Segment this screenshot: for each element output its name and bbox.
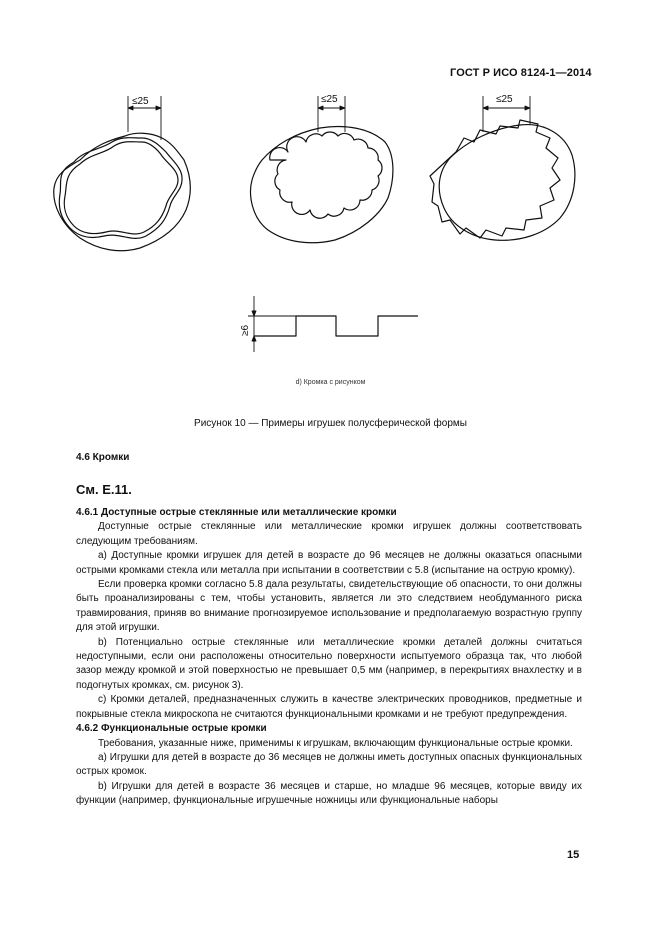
body-text (76, 506, 582, 809)
standard-id: ГОСТ Р ИСО 8124-1—2014 (450, 67, 592, 79)
width-label-3: ≤25 (496, 94, 513, 105)
paragraph: Требования, указанные ниже, применимы к игрушкам, включающим функциональные острые кромки. (98, 737, 573, 749)
paragraph: b) Потенциально острые стеклянные или металлические кромки деталей должны считаться недоступными, если они расположены относительно поверхности испытуемого образца так, что любой зазор между кромкой и этой поверхностью не превышает 0,5 мм (например, в перекрытиях внахлестку и в подогнутых кромках, см. рисунок 3). (76, 636, 582, 691)
paragraph: c) Кромки деталей, предназначенных служить в качестве электрических проводников, предметные и покрывные стекла микроскопа не считаются функциональными кромками и не требуют предупреждения. (76, 694, 582, 720)
paragraph: а) Доступные кромки игрушек для детей в возрасте до 96 месяцев не должны оказаться опасными острыми кромками стекла или металла при испытании в соответствии с 5.8 (испытание на острую кромку). (76, 550, 582, 576)
section-heading: 4.6 Кромки (76, 452, 130, 463)
figure-toy-edges (0, 0, 661, 400)
height-label: ≥6 (240, 324, 251, 336)
page-number: 15 (567, 849, 580, 861)
see-reference: См. Е.11. (76, 482, 132, 497)
paragraph: Доступные острые стеклянные или металлические кромки игрушек должны соответствовать следующим требованиям. (76, 521, 582, 547)
wavy-edge-diagram (54, 133, 191, 251)
paragraph: 4.6.2 Функциональные острые кромки (76, 723, 267, 735)
subfigure-caption: d) Кромка с рисунком (295, 379, 366, 386)
edge-profile-diagram (254, 316, 418, 336)
figure-caption: Рисунок 10 — Примеры игрушек полусферической формы (194, 418, 467, 429)
scalloped-edge-diagram (251, 127, 393, 243)
width-label-2: ≤25 (321, 94, 338, 105)
paragraph: а) Игрушки для детей в возрасте до 36 месяцев не должны иметь доступных опасных функциональных острых кромок. (76, 751, 582, 778)
profile-height-dimension (248, 296, 296, 352)
paragraph: Если проверка кромки согласно 5.8 дала результаты, свидетельствующие об опасности, то они должны быть проанализированы с тем, чтобы установить, является ли это следствием необдуманного риска травмирования, приняв во внимание прогнозируемое использование и предполагаемую возрастную группу для этой игрушки. (76, 579, 582, 634)
toothed-edge-diagram (430, 120, 575, 240)
paragraph: 4.6.1 Доступные острые стеклянные или металлические кромки (76, 507, 397, 518)
width-label-1: ≤25 (132, 96, 149, 107)
paragraph: b) Игрушки для детей в возрасте 36 месяцев и старше, но младше 96 месяцев, которые ввиду их функции (например, функциональные игрушечные ножницы или функциональные наборы (76, 780, 582, 807)
